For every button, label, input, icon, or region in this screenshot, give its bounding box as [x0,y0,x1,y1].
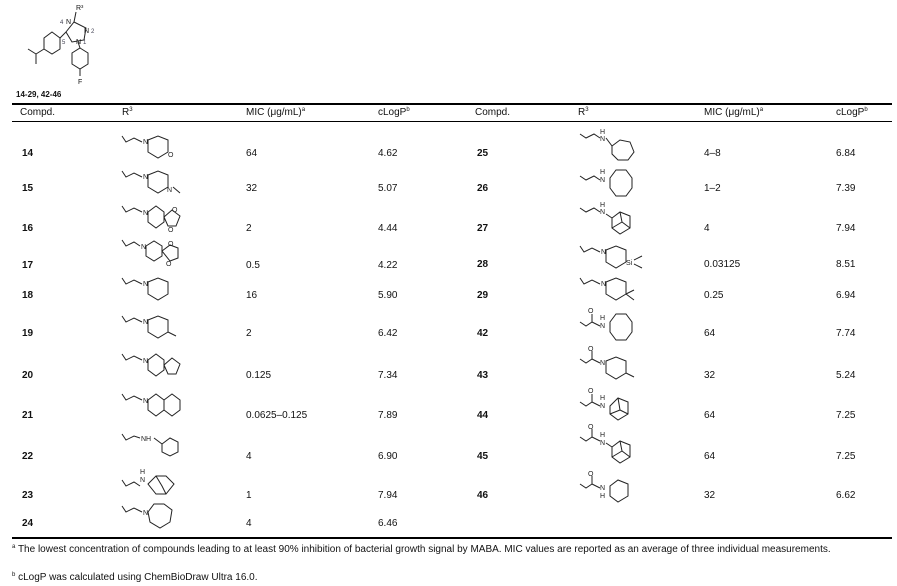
mic-24: 4 [246,518,252,529]
svg-text:N: N [600,360,606,367]
footnote-b: $^b$ cLogP was calculated using ChemBioDraw Ultra 16.0. [12,572,258,583]
header-compd-right: Compd. [475,107,511,118]
clogp-44: 7.25 [836,410,856,421]
svg-text:H: H [600,169,606,176]
mic-23: 1 [246,490,252,501]
compd-21: 21 [22,410,34,421]
structure-24 [118,500,188,534]
structure-26 [576,162,656,202]
clogp-26: 7.39 [836,183,856,194]
svg-text:N: N [140,477,146,484]
mic-21: 0.0625–0.125 [246,410,308,421]
n1-atom: N [76,39,82,46]
structure-15 [118,165,188,199]
svg-text:N: N [143,210,149,217]
svg-text:H: H [600,315,606,322]
mic-44: 64 [704,410,716,421]
structure-18 [118,272,188,306]
svg-text:N: N [600,177,606,184]
r3-label: R³ [76,5,84,12]
compd-22: 22 [22,451,34,462]
svg-text:H: H [600,432,606,439]
clogp-14: 4.62 [378,148,398,159]
mic-15: 32 [246,183,258,194]
compd-29: 29 [477,290,489,301]
svg-text:O: O [172,207,178,214]
mic-26: 1–2 [704,183,721,194]
clogp-29: 6.94 [836,290,856,301]
structure-23 [118,466,198,502]
svg-text:Si: Si [626,260,633,267]
compd-25: 25 [477,148,489,159]
header-mic-left: MIC $(\mu g/mL)^a$ [246,107,306,118]
header-r3-right: $R^3$ [578,107,589,118]
structure-28 [576,240,656,274]
svg-text:H: H [600,493,606,500]
svg-text:O: O [588,471,594,478]
svg-text:H: H [600,129,606,136]
structure-22 [118,428,198,464]
svg-text:N: N [143,281,149,288]
svg-text:N: N [141,244,147,251]
compd-20: 20 [22,370,34,381]
structure-21 [118,388,198,426]
svg-text:NH: NH [141,436,152,443]
svg-text:O: O [166,261,172,268]
compd-27: 27 [477,223,489,234]
fluorine-atom: F [78,79,83,86]
svg-text:N: N [143,358,149,365]
header-clogp-left: cLogP$^b$ [378,107,410,118]
mic-17: 0.5 [246,260,260,271]
structure-29 [576,272,656,306]
clogp-17: 4.22 [378,260,398,271]
mic-25: 4–8 [704,148,721,159]
ring-number-1: 1 [83,40,87,46]
header-r3-left: $R^3$ [122,107,133,118]
mic-28: 0.03125 [704,259,741,270]
clogp-18: 5.90 [378,290,398,301]
svg-text:H: H [140,469,146,476]
structure-43 [576,345,656,385]
svg-text:N: N [600,485,606,492]
clogp-28: 8.51 [836,259,856,270]
compd-28: 28 [477,259,489,270]
clogp-27: 7.94 [836,223,856,234]
svg-text:N: N [600,209,606,216]
mic-43: 32 [704,370,716,381]
compd-19: 19 [22,328,34,339]
svg-text:H: H [600,202,606,209]
svg-text:N: N [600,136,606,143]
clogp-25: 6.84 [836,148,856,159]
footnote-a: $^a$ The lowest concentration of compounds leading to at least 90% inhibition of bacterial growth signal by MABA. MIC values are reported as an average of three individual measurements. [12,544,831,555]
svg-text:N: N [143,174,149,181]
table-header-rule [12,121,892,122]
structure-19 [118,310,188,344]
fluorophenyl-ring [72,48,88,69]
header-mic-right: MIC $(\mu g/mL)^a$ [704,107,764,118]
svg-text:O: O [168,227,174,234]
clogp-24: 6.46 [378,518,398,529]
svg-text:O: O [168,241,174,248]
header-compd-left: Compd. [20,107,56,118]
mic-22: 4 [246,451,252,462]
mic-27: 4 [704,223,710,234]
clogp-19: 6.42 [378,328,398,339]
n2-atom: N [84,28,90,35]
structure-14 [118,130,188,164]
svg-text:O: O [588,388,594,395]
compd-43: 43 [477,370,489,381]
clogp-43: 5.24 [836,370,856,381]
clogp-16: 4.44 [378,223,398,234]
clogp-21: 7.89 [378,410,398,421]
mic-42: 64 [704,328,716,339]
scaffold-compound-range: 14-29, 42-46 [16,90,62,99]
clogp-22: 6.90 [378,451,398,462]
clogp-46: 6.62 [836,490,856,501]
mic-16: 2 [246,223,252,234]
mic-19: 2 [246,328,252,339]
compd-45: 45 [477,451,489,462]
svg-text:N: N [143,398,149,405]
svg-text:N: N [167,187,173,194]
structure-17 [118,236,198,268]
mic-45: 64 [704,451,716,462]
svg-text:N: N [601,249,607,256]
svg-text:N: N [600,440,606,447]
compd-14: 14 [22,148,34,159]
compd-17: 17 [22,260,34,271]
structure-42 [576,306,656,346]
clogp-45: 7.25 [836,451,856,462]
mic-18: 16 [246,290,258,301]
structure-16 [118,200,198,236]
svg-text:N: N [143,139,149,146]
n4-atom: N [66,19,72,26]
svg-text:O: O [588,424,594,431]
compd-16: 16 [22,223,34,234]
svg-text:N: N [600,403,606,410]
compd-15: 15 [22,183,34,194]
structure-44 [576,386,656,426]
table-bottom-rule [12,537,892,539]
clogp-20: 7.34 [378,370,398,381]
svg-text:O: O [588,346,594,353]
compd-44: 44 [477,410,489,421]
compd-18: 18 [22,290,34,301]
svg-text:N: N [600,323,606,330]
compd-26: 26 [477,183,489,194]
svg-text:O: O [168,152,174,159]
mic-14: 64 [246,148,258,159]
compd-46: 46 [477,490,489,501]
structure-25 [576,126,656,166]
table-top-rule [12,103,892,105]
header-clogp-right: cLogP$^b$ [836,107,868,118]
ring-number-5: 5 [62,40,66,46]
structure-45 [576,425,656,467]
clogp-23: 7.94 [378,490,398,501]
compd-42: 42 [477,328,489,339]
clogp-42: 7.74 [836,328,856,339]
svg-text:O: O [588,308,594,315]
scaffold-structure [4,2,124,90]
mic-29: 0.25 [704,290,724,301]
svg-text:N: N [601,281,607,288]
mic-20: 0.125 [246,370,272,381]
compd-23: 23 [22,490,34,501]
structure-27 [576,198,656,238]
isopropylphenyl-ring [44,32,60,54]
structure-20 [118,348,198,386]
svg-text:H: H [600,395,606,402]
structure-46 [576,470,656,510]
ring-number-2: 2 [91,29,95,35]
compd-24: 24 [22,518,34,529]
ring-number-4: 4 [60,20,64,26]
svg-text:N: N [143,319,149,326]
mic-46: 32 [704,490,716,501]
svg-text:N: N [143,510,149,517]
clogp-15: 5.07 [378,183,398,194]
